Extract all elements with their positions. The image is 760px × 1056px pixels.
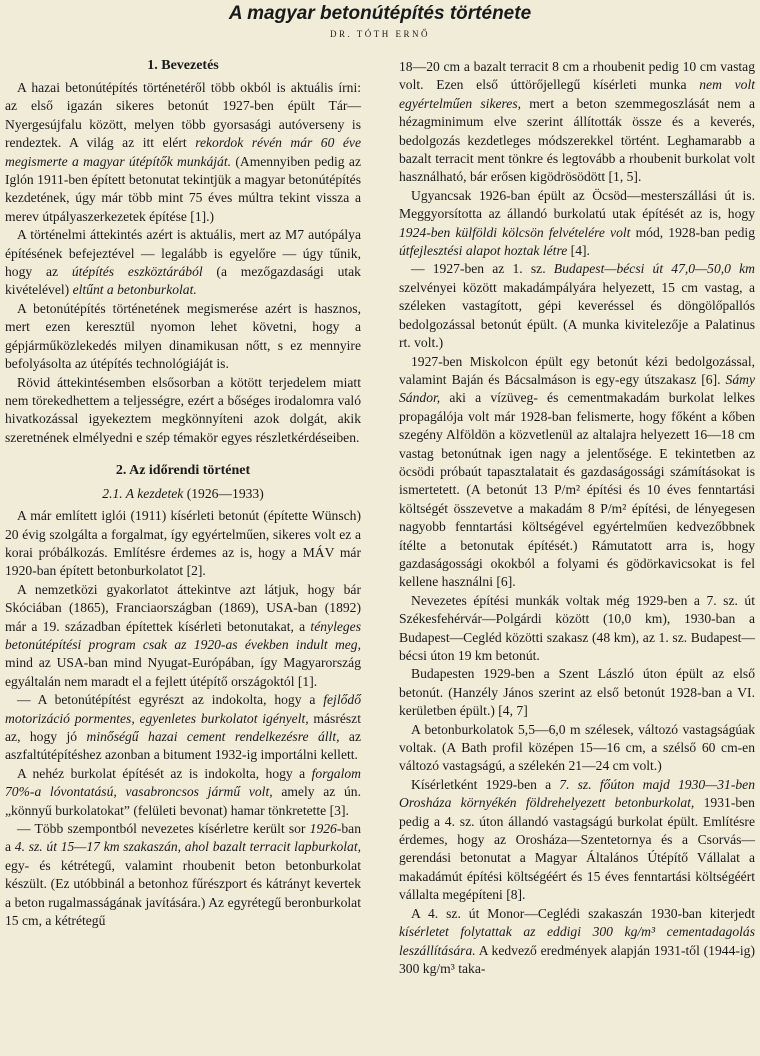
- section-heading-chronology: 2. Az időrendi történet: [115, 463, 251, 479]
- paragraph: [5, 374, 361, 448]
- text-run: -ban a: [5, 821, 361, 855]
- subsection-heading-number: 2.1. A kezdetek: [102, 486, 184, 502]
- paragraph: [399, 260, 755, 352]
- text-run: Kísérletként 1929-ben a: [411, 776, 560, 792]
- text-run: A kedvező eredmények alapján 1931-től (1944-ig) 300 kg/m³ taka-: [399, 942, 755, 976]
- emphasis-run: eltűnt a betonburkolat.: [72, 282, 197, 298]
- text-run: amely az ún.„könnyű burkolatokat” (felületi bevonat) hamar tönkretette [3].: [5, 784, 361, 818]
- text-run: másrészt az, hogy jó: [5, 710, 361, 744]
- paragraph: [399, 905, 755, 979]
- paragraph: [399, 592, 755, 666]
- text-run: Nevezetes építési munkák voltak még 1929-ben a 7. sz. út Székesfehérvár—Polgárdi között (10,0 km), 1930-ban a Budapest—Cegléd közötti szakasz (48 km), az 1. sz. Budapest—bécsi úton 19 km betonút.: [399, 592, 755, 663]
- emphasis-run: Budapest—bécsi út 47,0—50,0 km: [553, 261, 755, 277]
- emphasis-run: útépítés eszköztárából: [71, 264, 203, 280]
- text-run: A 4. sz. út Monor—Ceglédi szakaszán 1930-ban kiterjedt: [411, 905, 755, 921]
- paragraph: [399, 776, 755, 905]
- subsection-heading-years: (1926—1933): [183, 486, 264, 502]
- text-run: A történelmi áttekintés azért is aktuális, mert az M7 autópálya építésének befejeztével — legalább is egyelőre — úgy tűnik, hogy az: [5, 227, 361, 280]
- emphasis-run: tényleges betonútépítési program csak az 1920-as években indult meg,: [5, 618, 361, 652]
- paragraph: [5, 507, 361, 581]
- text-run: mert a beton szemmegoszlását nem a hézagminimum elve szerint állították össze és a keverés, bedolgozás kezdetleges módszerekkel történt. Leghamarabb a bazalt terracit ment tönkre és legtovább a rhoubenit burkolat volt használható, bár erősen kigödrösödött [1, 5].: [399, 95, 755, 185]
- paragraph: [5, 691, 361, 765]
- section-heading-introduction: 1. Bevezetés: [147, 58, 219, 73]
- emphasis-run: 1924-ben külföldi kölcsön felvételére volt: [399, 224, 631, 240]
- text-run: (a mezőgazdasági utak kivételével): [5, 264, 361, 298]
- text-run: A hazai betonútépítés történetéről több okból is aktuális írni: az első igazán sikeres betonút 1927-ben épült Tár—Nyergesújfalu között, melyen több gyorsasági autóverseny is rendeztek. A világ az itt elért: [5, 80, 361, 151]
- emphasis-run: Sámy Sándor,: [399, 371, 755, 406]
- emphasis-run: minőségű hazai cement rendelkezésre állt,: [86, 729, 340, 744]
- text-run: — Több szempontból nevezetes kísérletre került sor: [17, 821, 310, 837]
- text-run: A betonútépítés történetének megismerése azért is hasznos, mert ezen keresztül nyomon lehet követni, hogy a gépjárműközlekedés milyen dinamikusan nőtt, s ez mennyire befolyásolta az útépítés technológiáját is.: [5, 300, 361, 372]
- author-line: DR. TÓTH ERNŐ: [329, 29, 431, 39]
- text-run: az aszfaltútépítéshez azonban a bitument 1932-ig importálni kellett.: [5, 729, 361, 763]
- text-run: [4].: [567, 243, 590, 259]
- text-run: mind az USA-ban mind Nyugat-Európában, így Magyarország egyáltalán nem maradt el a fejlett útépítő országoktól [1].: [5, 655, 361, 689]
- text-run: aki a vízüveg- és cementmakadám burkolat lelkes propagálója volt már 1928-ban felismerte, hogy főként a kőben szegény Alföldön a közvetlenül az altalajra helyezett 16—18 cm vastag betonútnak igen nagy a jelentősége. E tekintetben az öcsödi próbaút tapasztalatait és gazdaságossági számításokat is ismertetett. (A betonút 13 P/m² építési és 10 éves fenntartási költségét összevetve a makadám 8 P/m² építési, de lényegesen nagyobb fenntartási költségével egyértelműen kedvezőbbnek ítélte a betonutak építését.) Rámutatott arra is, hogy gazdaságossági okokból a folyami és gödörkavicsokat is fel kellene használni [6].: [399, 390, 755, 590]
- right-column: [399, 58, 755, 978]
- paragraph: [399, 721, 755, 776]
- text-run: Rövid áttekintésemben elsősorban a kötött terjedelem miatt nem törekedhettem a teljességre, ezért a bőséges irodalomra való hivatkozással igyekeztem megkönnyíteni azok dolgát, akik szeretnének elmélyedni e szép témakör egyes részletkérdéseiben.: [5, 374, 361, 445]
- paragraph: [5, 581, 361, 691]
- article-title: A magyar betonútépítés története: [228, 3, 532, 24]
- emphasis-run: 1926: [309, 821, 337, 837]
- paragraph: [5, 820, 361, 930]
- paragraph: [5, 226, 361, 300]
- paragraph: [399, 58, 755, 187]
- text-run: — 1927-ben az 1. sz.: [411, 261, 554, 277]
- text-run: A nemzetközi gyakorlatot áttekintve azt látjuk, hogy bár Skóciában (1865), Franciaországban (1869), USA-ban (1892) már a 19. században építettek kísérleti betonutakat, a: [5, 581, 361, 634]
- text-run: Ugyancsak 1926-ban épült az Öcsöd—mesterszállási út is. Meggyorsította az állandó burkolatú utak építését az is, hogy: [399, 187, 755, 222]
- emphasis-run: nem volt egyértelműen sikeres,: [399, 77, 755, 111]
- text-run: 1927-ben Miskolcon épült egy betonút kézi bedolgozással, valamint Baján és Bácsalmáson is egy-egy útszakasz [6].: [399, 353, 755, 387]
- paragraph: [399, 665, 755, 720]
- text-run: szelvényei között makadámpályára helyezett, 15 cm vastag, a széleken vastagított, gépi keveréssel és döngölőpallós bedolgozással betonút épült. (A munka kivitelezője a Palatinus rt. volt.): [399, 279, 755, 351]
- paragraph: [5, 79, 361, 226]
- paragraph: [399, 187, 755, 261]
- emphasis-run: útfejlesztési alapot hoztak létre: [399, 243, 568, 259]
- paragraph: [5, 765, 361, 820]
- text-run: Budapesten 1929-ben a Szent László úton épült az első betonút. (Hanzély János szerint az első betonút 1928-ban a VI. kerületben épült.) [4, 7]: [399, 666, 755, 719]
- text-run: (Amennyiben pedig az Iglón 1911-ben épített betonutat tekintjük a magyar betonútépítés kezdetének, úgy már több mint 75 éves múltra tekint vissza a merev útpályaszerkezetek építése [1].): [5, 153, 361, 224]
- paragraph: [5, 300, 361, 374]
- text-run: 1931-ben pedig a 4. sz. úton állandó vastagságú burkolat épült. Említésre érdemes, hogy az Orosháza—Szentetornya és a Csorvás—gerendási betonutat a Magyar Általános Útépítő Vállalat a makadámút építési költségéért és 15 éves fenntartási költségéért vállalta megépíteni [8].: [399, 795, 755, 903]
- text-run: mód, 1928-ban pedig: [630, 224, 755, 240]
- emphasis-run: forgalom 70%-a lóvontatású, vasabroncsos jármű volt,: [5, 765, 361, 800]
- text-run: A nehéz burkolat építését az is indokolta, hogy a: [17, 765, 312, 781]
- emphasis-run: kísérletet folytattak az eddigi 300 kg/m³ cementadagolás leszállítására.: [399, 924, 755, 958]
- emphasis-run: rekordok révén már 60 éve megismerte a magyar útépítők munkáját.: [5, 135, 361, 169]
- text-run: — A betonútépítést egyrészt az indokolta, hogy a: [17, 692, 324, 708]
- subsection-heading: [5, 484, 361, 504]
- emphasis-run: fejlődő motorizáció pormentes, egyenletes burkolatot igényelt,: [5, 692, 361, 726]
- paragraph: [399, 353, 755, 592]
- emphasis-run: 7. sz. főúton majd 1930—31-ben Orosháza környékén földrehelyezett betonburkolat,: [399, 776, 755, 811]
- text-run: A már említett iglói (1911) kísérleti betonút (építette Wünsch) 20 évig szolgálta a forgalmat, így egyértelműen, sikeres volt ez a korai próbálkozás. Említésre érdemes az is, hogy a MÁV már 1920-ban épített betonburkolatot [2].: [5, 508, 361, 579]
- left-column: [5, 56, 361, 930]
- text-run: 18—20 cm a bazalt terracit 8 cm a rhoubenit pedig 10 cm vastag volt. Ezen első úttörőjellegű kísérleti munka: [399, 59, 755, 93]
- text-run: egy- és kétrétegű, valamint rhoubenit beton betonburkolat készült. (Ez utóbbinál a betonhoz fűrészport és kátrányt kevertek a beton rugalmasságának javítására.) Az egyrétegű beronburkolat 15 cm, a kétrétegű: [5, 857, 361, 929]
- text-run: A betonburkolatok 5,5—6,0 m szélesek, változó vastagságúak voltak. (A Bath profil középen 15—16 cm, a szélső 60 cm-en változó vastagságú, a szélekén 21—24 cm volt.): [399, 721, 755, 774]
- emphasis-run: 4. sz. út 15—17 km szakaszán, ahol bazalt terracit lapburkolat,: [14, 839, 361, 855]
